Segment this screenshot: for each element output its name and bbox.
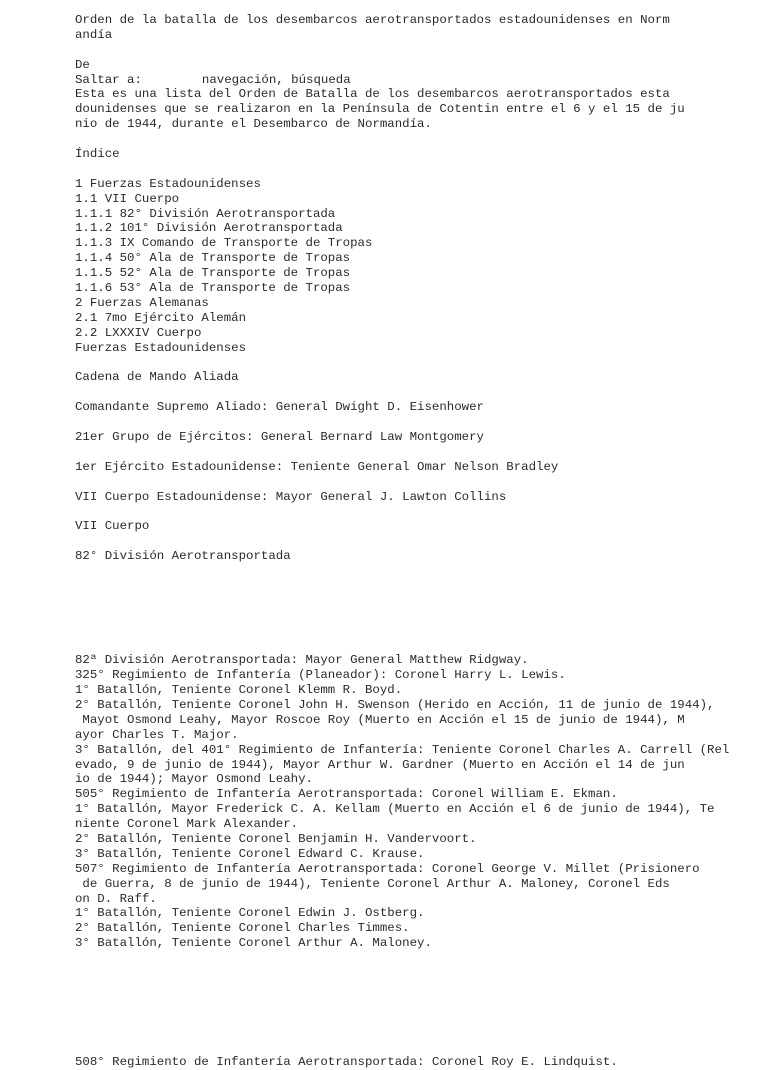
index-item[interactable]: 1.1.6 53° Ala de Transporte de Tropas	[75, 281, 351, 296]
division-heading: 82° División Aerotransportada	[75, 549, 291, 564]
division-line: 325° Regimiento de Infantería (Planeador): Coronel Harry L. Lewis.	[75, 668, 566, 683]
command-heading: Cadena de Mando Aliada	[75, 370, 239, 385]
spacer	[75, 415, 765, 430]
spacer	[75, 132, 765, 147]
division-line: Mayot Osmond Leahy, Mayor Roscoe Roy (Muerto en Acción el 15 de junio de 1944), M	[75, 712, 685, 727]
division-line: 3° Batallón, del 401° Regimiento de Infantería: Teniente Coronel Charles A. Carrell (Rel	[75, 742, 730, 757]
section-heading: Fuerzas Estadounidenses	[75, 340, 247, 355]
from-label: De	[75, 57, 90, 72]
spacer	[75, 564, 765, 653]
index-item[interactable]: 1.1 VII Cuerpo	[75, 191, 180, 206]
index-heading: Índice	[75, 147, 120, 162]
jump-links[interactable]: navegación, búsqueda	[201, 72, 351, 87]
corps-heading: VII Cuerpo	[75, 519, 150, 534]
spacer	[75, 385, 765, 400]
division-line: 1° Batallón, Mayor Frederick C. A. Kellam (Muerto en Acción el 6 de junio de 1944), Te	[75, 802, 715, 817]
index-item[interactable]: 1.1.4 50° Ala de Transporte de Tropas	[75, 251, 351, 266]
division-line: 3° Batallón, Teniente Coronel Edward C. Krause.	[75, 846, 425, 861]
division-line: 82ª División Aerotransportada: Mayor General Matthew Ridgway.	[75, 653, 529, 668]
intro-line-1: Esta es una lista del Orden de Batalla de los desembarcos aerotransportados esta	[75, 87, 670, 102]
division-line: 1° Batallón, Teniente Coronel Klemm R. Boyd.	[75, 683, 403, 698]
spacer	[75, 445, 765, 460]
intro-line-2: dounidenses que se realizaron en la Península de Cotentin entre el 6 y el 15 de ju	[75, 102, 685, 117]
command-chain-item: VII Cuerpo Estadounidense: Mayor General J. Lawton Collins	[75, 489, 507, 504]
index-item[interactable]: 2 Fuerzas Alemanas	[75, 295, 209, 310]
intro-line-3: nio de 1944, durante el Desembarco de Normandía.	[75, 117, 432, 132]
title-line-2: andía	[75, 27, 113, 42]
title-line-1: Orden de la batalla de los desembarcos aerotransportados estadounidenses en Norm	[75, 13, 670, 27]
division-line: 505° Regimiento de Infantería Aerotransportada: Coronel William E. Ekman.	[75, 787, 618, 802]
index-item[interactable]: 1.1.1 82° División Aerotransportada	[75, 206, 336, 221]
division-line: niente Coronel Mark Alexander.	[75, 817, 299, 832]
index-item[interactable]: 1 Fuerzas Estadounidenses	[75, 176, 261, 191]
division-line: 2° Batallón, Teniente Coronel Charles Timmes.	[75, 921, 410, 936]
division-line: evado, 9 de junio de 1944), Mayor Arthur W. Gardner (Muerto en Acción el 14 de jun	[75, 757, 685, 772]
spacer	[75, 355, 765, 370]
division-line: on D. Raff.	[75, 891, 157, 906]
spacer	[75, 504, 765, 519]
index-item[interactable]: 1.1.3 IX Comando de Transporte de Tropas	[75, 236, 373, 251]
division-line: de Guerra, 8 de junio de 1944), Teniente Coronel Arthur A. Maloney, Coronel Eds	[75, 876, 670, 891]
spacer	[75, 475, 765, 490]
division-line: 2° Batallón, Teniente Coronel John H. Swenson (Herido en Acción, 11 de junio de 1944),	[75, 698, 715, 713]
spacer	[75, 534, 765, 549]
spacer	[75, 162, 765, 177]
index-item[interactable]: 1.1.2 101° División Aerotransportada	[75, 221, 343, 236]
division-line: 1° Batallón, Teniente Coronel Edwin J. Ostberg.	[75, 906, 425, 921]
command-chain-item: Comandante Supremo Aliado: General Dwight D. Eisenhower	[75, 400, 484, 415]
document-page	[75, 13, 765, 1070]
division-line: 2° Batallón, Teniente Coronel Benjamin H. Vandervoort.	[75, 832, 477, 847]
division-line: 507° Regimiento de Infantería Aerotransportada: Coronel George V. Millet (Prisionero	[75, 861, 700, 876]
jump-label: Saltar a:	[75, 72, 142, 87]
division-line: 3° Batallón, Teniente Coronel Arthur A. Maloney.	[75, 936, 432, 951]
division-line: ayor Charles T. Major.	[75, 727, 239, 742]
command-chain-item: 21er Grupo de Ejércitos: General Bernard Law Montgomery	[75, 429, 484, 444]
jump-to-line	[75, 73, 765, 88]
index-item[interactable]: 2.2 LXXXIV Cuerpo	[75, 325, 202, 340]
spacer	[75, 951, 765, 1055]
index-item[interactable]: 2.1 7mo Ejército Alemán	[75, 310, 247, 325]
regiment-line: 508° Regimiento de Infantería Aerotransportada: Coronel Roy E. Lindquist.	[75, 1055, 618, 1070]
spacer	[75, 43, 765, 58]
command-chain-item: 1er Ejército Estadounidense: Teniente General Omar Nelson Bradley	[75, 459, 559, 474]
division-line: io de 1944); Mayor Osmond Leahy.	[75, 772, 313, 787]
index-item[interactable]: 1.1.5 52° Ala de Transporte de Tropas	[75, 266, 351, 281]
